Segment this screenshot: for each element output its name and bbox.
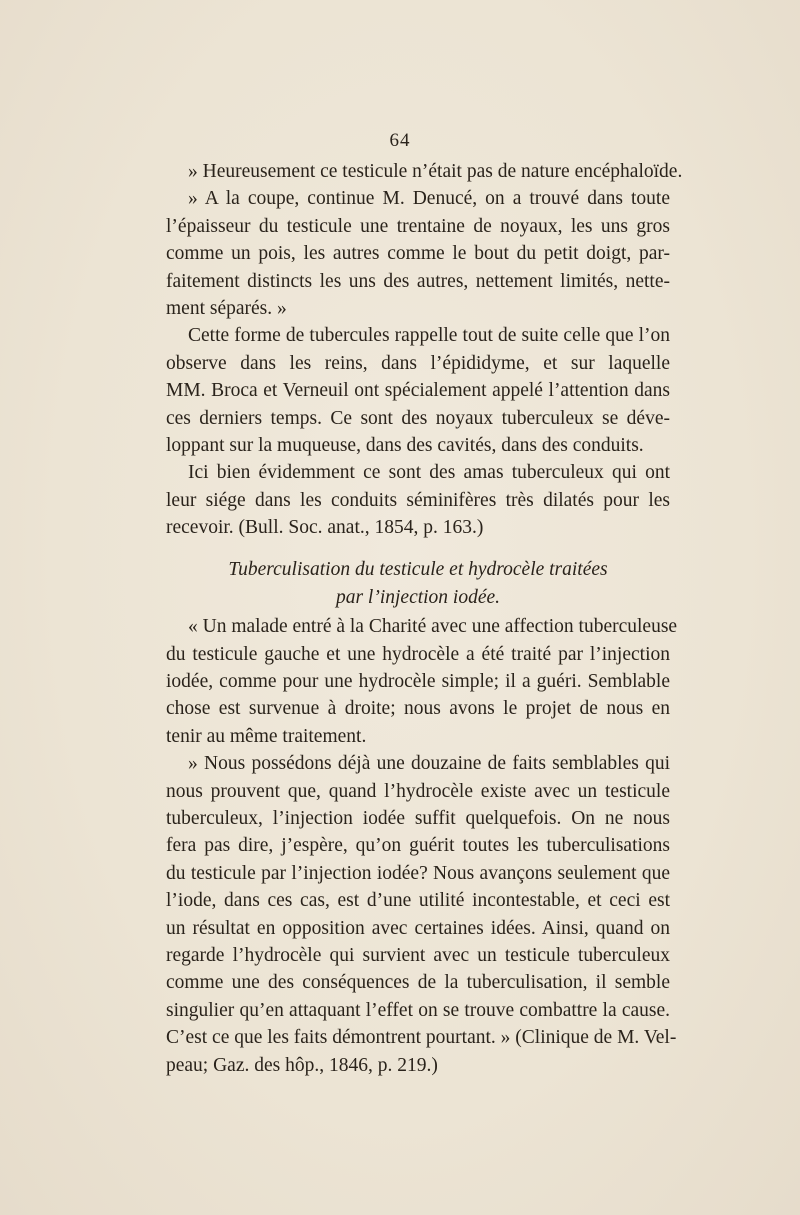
heading-line: Tuberculisation du testicule et hydrocèle traitées xyxy=(228,559,608,581)
text-line: C’est ce que les faits démontrent pourtant. » (Clinique de M. Vel- xyxy=(166,1027,677,1049)
text-line: du testicule par l’injection iodée? Nous avançons seulement que xyxy=(166,862,670,884)
text-line: faitement distincts les uns des autres, nettement limités, nette- xyxy=(166,270,670,292)
text-line: peau; Gaz. des hôp., 1846, p. 219.) xyxy=(166,1054,438,1076)
text-line: » A la coupe, continue M. Denucé, on a trouvé dans toute xyxy=(188,188,670,210)
text-line: fera pas dire, j’espère, qu’on guérit toutes les tuberculisations xyxy=(166,835,670,857)
text-line: loppant sur la muqueuse, dans des cavités, dans des conduits. xyxy=(166,434,644,456)
text-line: l’iode, dans ces cas, est d’une utilité incontestable, et ceci est xyxy=(166,890,670,912)
text-line: ces derniers temps. Ce sont des noyaux tuberculeux se déve- xyxy=(166,407,670,429)
text-line: « Un malade entré à la Charité avec une affection tuberculeuse xyxy=(188,616,678,638)
text-line: Ici bien évidemment ce sont des amas tuberculeux qui ont xyxy=(188,462,670,484)
paragraph xyxy=(166,158,683,185)
text-line: » Heureusement ce testicule n’était pas de nature encéphaloïde. xyxy=(188,161,683,182)
text-line: chose est survenue à droite; nous avons le projet de nous en xyxy=(166,698,670,720)
text-line: ment séparés. » xyxy=(166,297,287,319)
text-line: singulier qu’en attaquant l’effet on se trouve combattre la cause. xyxy=(166,999,670,1021)
heading-line: par l’injection iodée. xyxy=(335,586,501,608)
text-line: comme une des conséquences de la tuberculisation, il semble xyxy=(166,972,670,994)
paragraph xyxy=(166,459,670,541)
text-line: tuberculeux, l’injection iodée suffit quelquefois. On ne nous xyxy=(166,807,670,829)
text-line: Cette forme de tubercules rappelle tout de suite celle que l’on xyxy=(188,325,670,347)
paragraph xyxy=(166,750,677,1079)
text-line: tenir au même traitement. xyxy=(166,725,367,747)
text-line: nous prouvent que, quand l’hydrocèle existe avec un testicule xyxy=(166,780,670,802)
paragraph xyxy=(166,322,670,459)
text-line: leur siége dans les conduits séminifères très dilatés pour les xyxy=(166,489,670,511)
section-heading xyxy=(166,556,670,611)
paragraph xyxy=(166,613,678,750)
body-text xyxy=(166,158,683,1079)
text-line: du testicule gauche et une hydrocèle a été traité par l’injection xyxy=(166,643,670,665)
text-line: comme un pois, les autres comme le bout du petit doigt, par- xyxy=(166,243,670,265)
paragraph xyxy=(166,185,670,322)
text-line: » Nous possédons déjà une douzaine de faits semblables qui xyxy=(188,753,670,775)
text-line: observe dans les reins, dans l’épididyme, et sur laquelle xyxy=(166,352,670,374)
text-line: MM. Broca et Verneuil ont spécialement appelé l’attention dans xyxy=(166,380,670,402)
text-line: un résultat en opposition avec certaines idées. Ainsi, quand on xyxy=(166,917,670,939)
text-line: recevoir. (Bull. Soc. anat., 1854, p. 163.) xyxy=(166,517,484,539)
text-line: iodée, comme pour une hydrocèle simple; il a guéri. Semblable xyxy=(166,671,670,693)
text-line: l’épaisseur du testicule une trentaine de noyaux, les uns gros xyxy=(166,215,670,237)
page-number: 64 xyxy=(389,130,411,151)
text-line: regarde l’hydrocèle qui survient avec un testicule tuberculeux xyxy=(166,944,670,966)
